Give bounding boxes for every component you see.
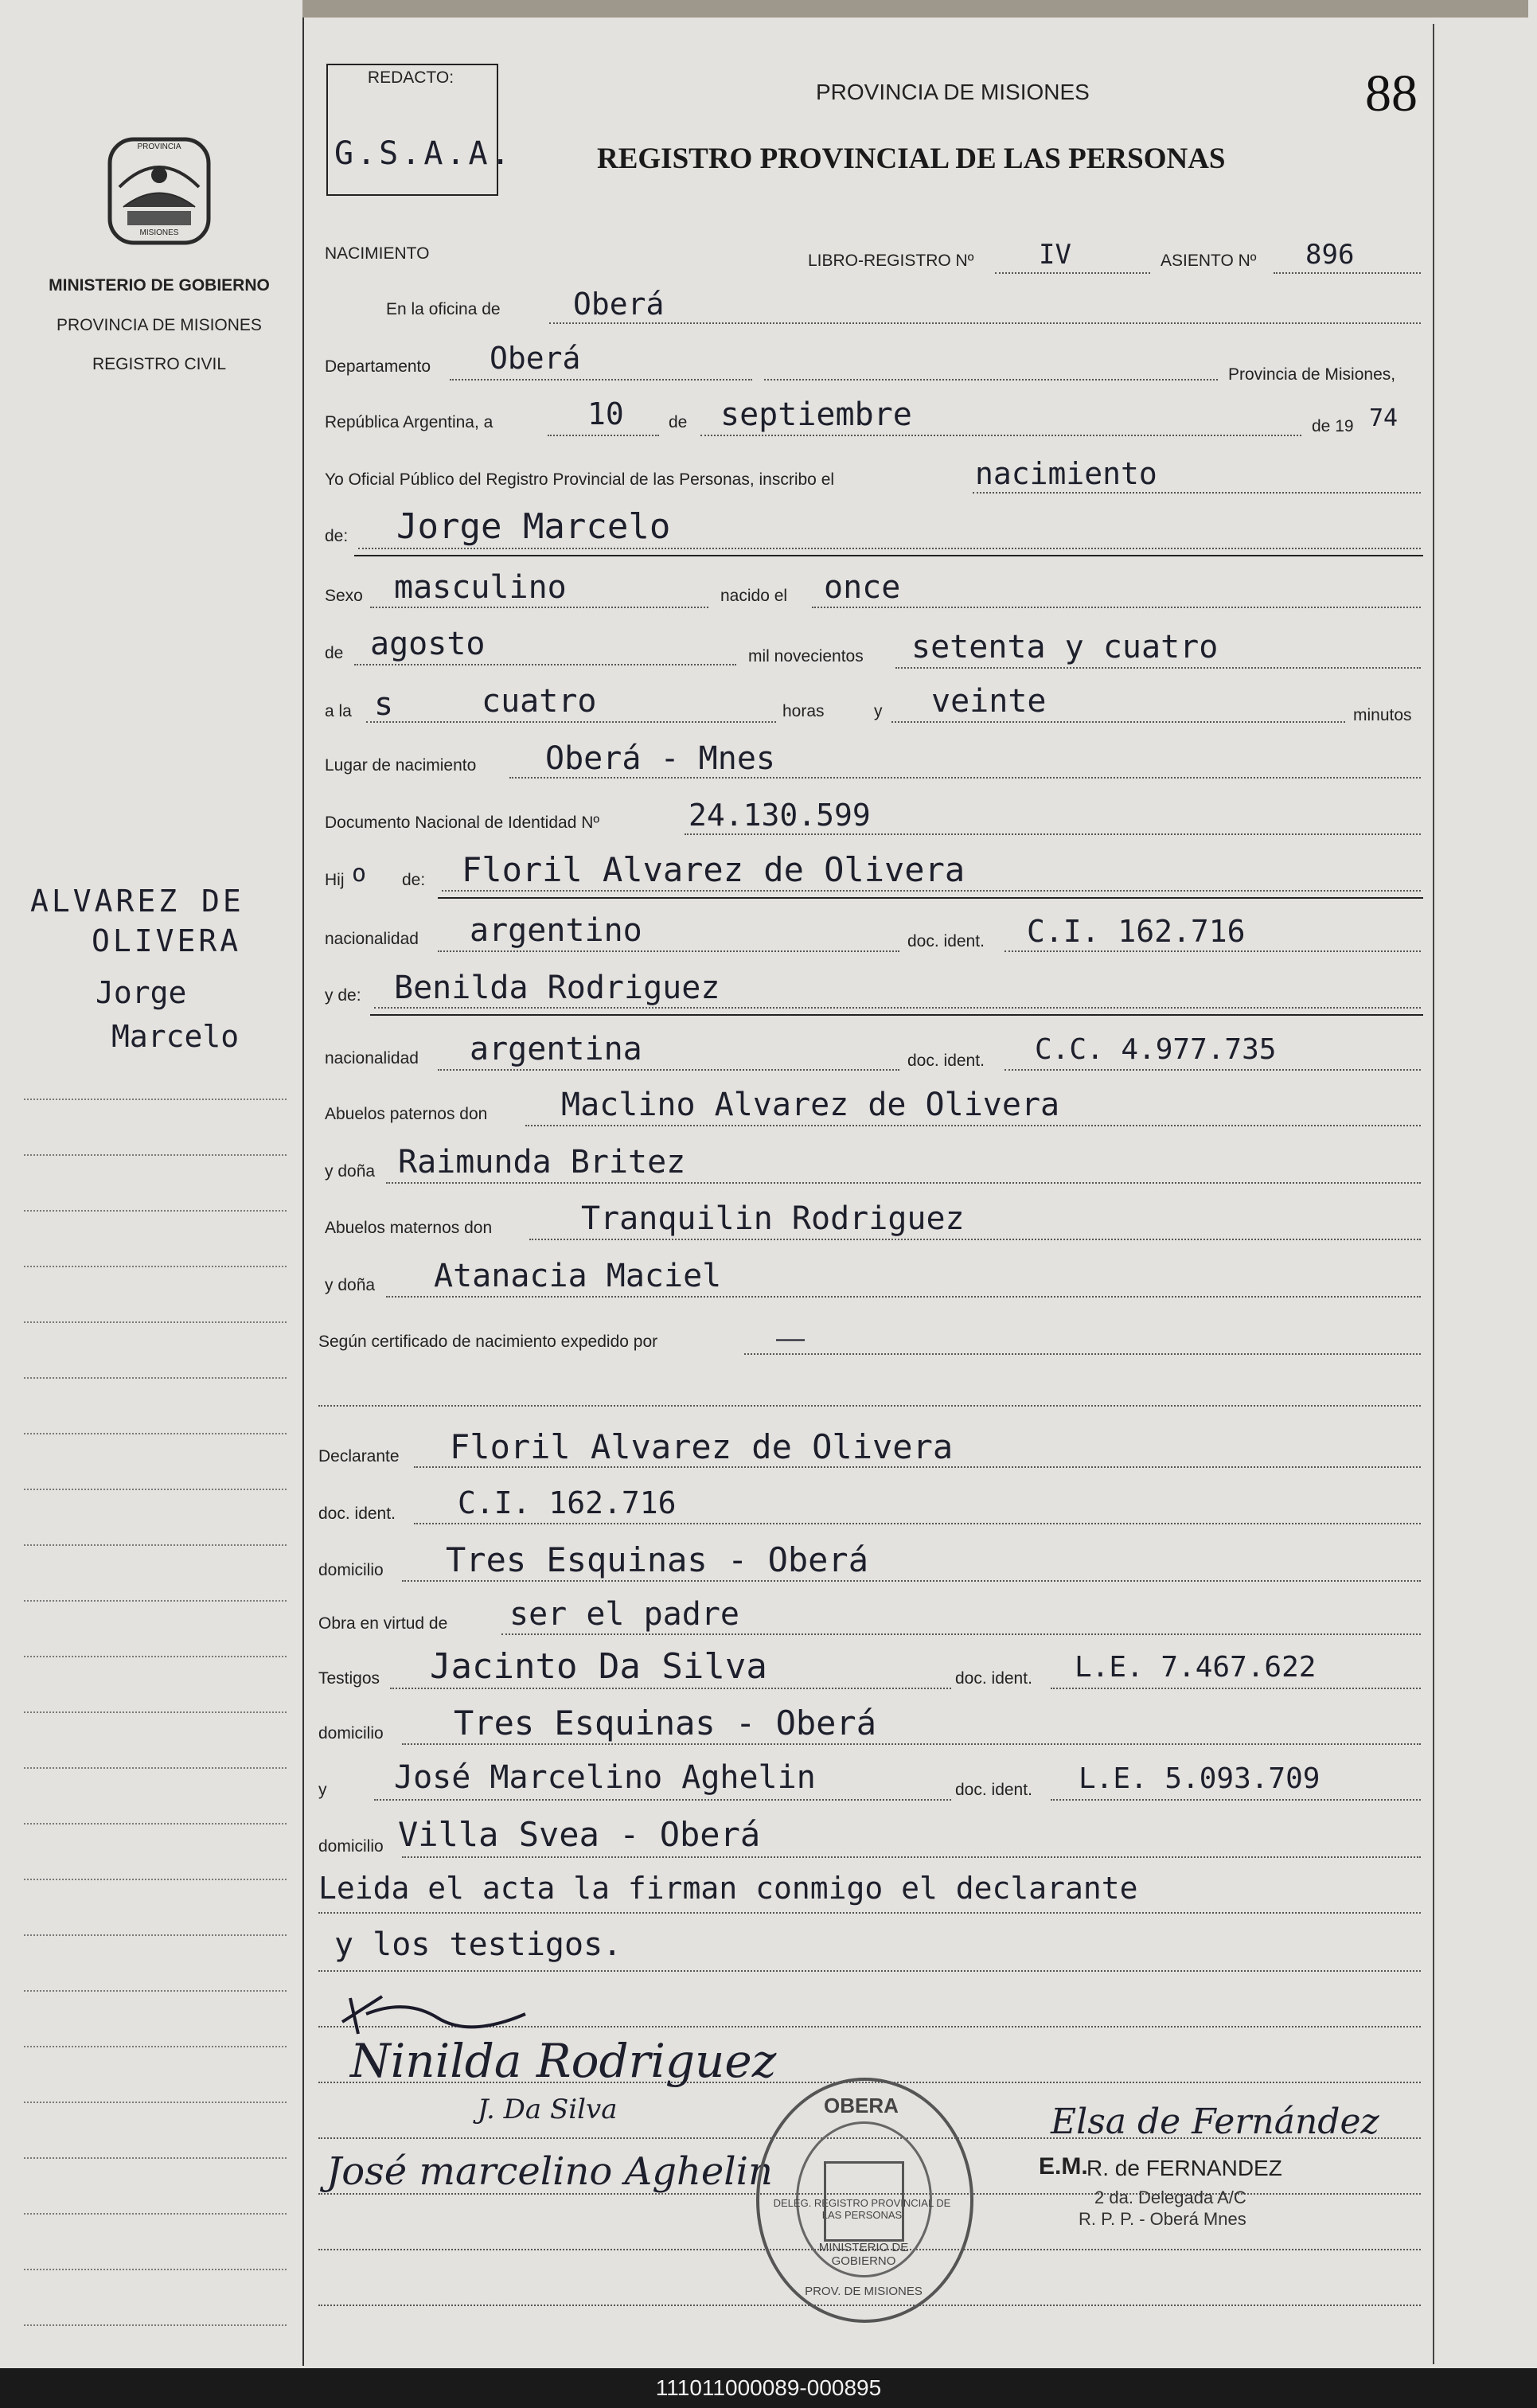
testigos-label: Testigos [318, 1669, 380, 1688]
month-dots [700, 435, 1301, 436]
margin-note-line2: OLIVERA [92, 923, 242, 958]
abuelos-m-label: Abuelos maternos don [325, 1219, 493, 1237]
de3-label: de [325, 644, 344, 662]
margin-ruled-line [24, 1767, 287, 1769]
doc4-label: doc. ident. [955, 1669, 1032, 1688]
seal-top-text: PROVINCIA [137, 142, 181, 151]
domicilio3-label: domicilio [318, 1837, 384, 1856]
doc5-label: doc. ident. [955, 1781, 1032, 1799]
doc1-dots [1005, 950, 1421, 952]
name-value: Jorge Marcelo [396, 506, 671, 547]
abuela-m-dots [386, 1296, 1421, 1298]
declarante-value: Floril Alvarez de Olivera [450, 1427, 954, 1466]
nac2-value: argentina [470, 1031, 642, 1067]
stamp-top: OBERA [824, 2094, 899, 2117]
segun-label: Según certificado de nacimiento expedido por [318, 1333, 658, 1351]
ministry-label: MINISTERIO DE GOBIERNO [49, 276, 270, 295]
testigo2-value: José Marcelino Aghelin [394, 1759, 816, 1796]
minutos-label: minutos [1353, 706, 1412, 724]
province-heading: PROVINCIA DE MISIONES [816, 80, 1090, 104]
segun-dots [744, 1353, 1421, 1355]
nacimiento-label: NACIMIENTO [325, 244, 430, 263]
oficial-text: Yo Oficial Público del Registro Provincial de las Personas, inscribo el [325, 470, 835, 489]
domicilio3-value: Villa Svea - Oberá [398, 1815, 761, 1854]
abuelos-p-value: Maclino Alvarez de Olivera [561, 1087, 1060, 1123]
abuela-p-dots [386, 1182, 1421, 1184]
mil-dots [895, 667, 1421, 669]
birth-month-value: agosto [370, 626, 486, 662]
testigo2-dots [374, 1799, 951, 1801]
doc1-label: doc. ident. [907, 932, 985, 950]
day-dots [548, 435, 659, 436]
redacto-label: REDACTO: [367, 68, 454, 87]
oficial-dots [973, 492, 1421, 494]
margin-ruled-line [24, 1600, 287, 1602]
domicilio1-label: domicilio [318, 1561, 384, 1579]
binding-strip [302, 0, 1528, 18]
year-value: 74 [1369, 404, 1399, 432]
doc4-value: L.E. 7.467.622 [1075, 1651, 1317, 1684]
departamento-value: Oberá [490, 341, 581, 376]
nac2-dots [438, 1069, 899, 1071]
month-value: septiembre [720, 396, 912, 433]
y2-label: y [318, 1781, 327, 1799]
doc4-dots [1051, 1688, 1421, 1689]
hours-dots [366, 721, 776, 723]
doc3-label: doc. ident. [318, 1505, 396, 1523]
obra-dots [501, 1633, 1421, 1635]
segun-value: —— [776, 1325, 806, 1353]
mother-rule [370, 1014, 1423, 1016]
redacto-value: G.S.A.A. [334, 135, 513, 172]
seal-bottom-text: MISIONES [139, 228, 179, 237]
mother-value: Benilda Rodriguez [394, 970, 720, 1006]
lugar-value: Oberá - Mnes [545, 740, 775, 777]
sig-witness1: J. Da Silva [478, 2094, 618, 2125]
libro-label: LIBRO-REGISTRO Nº [808, 252, 974, 270]
horas-label: horas [782, 702, 825, 720]
signature-ruled-line [318, 1970, 1421, 1972]
declarante-dots [414, 1466, 1421, 1468]
mil-value: setenta y cuatro [911, 629, 1219, 665]
abuelos-m-dots [529, 1239, 1421, 1240]
stamp-emblem-icon [824, 2161, 904, 2242]
nac1-dots [438, 950, 899, 952]
domicilio2-value: Tres Esquinas - Oberá [454, 1704, 877, 1743]
official-initials: E.M. [1039, 2153, 1088, 2180]
nac1-value: argentino [470, 912, 642, 949]
ydona2-label: y doña [325, 1276, 376, 1294]
year-label: de 19 [1312, 417, 1354, 435]
oficina-value: Oberá [573, 287, 665, 322]
official-office: R. P. P. - Oberá Mnes [1079, 2209, 1246, 2229]
sidebar-province: PROVINCIA DE MISIONES [57, 316, 262, 334]
birth-month-dots [354, 664, 736, 665]
margin-ruled-line [24, 2157, 287, 2159]
oficial-value: nacimiento [975, 456, 1157, 491]
dni-dots [685, 833, 1421, 835]
asiento-dots [1274, 272, 1421, 274]
margin-ruled-line [24, 1656, 287, 1657]
stamp-ministry: MINISTERIO DE GOBIERNO [818, 2241, 909, 2268]
father-value: Floril Alvarez de Olivera [462, 850, 966, 889]
abuelos-p-label: Abuelos paternos don [325, 1105, 488, 1123]
left-margin-line [302, 18, 304, 2366]
margin-ruled-line [24, 1879, 287, 1880]
domicilio1-dots [402, 1580, 1421, 1582]
sig-mother: Ninilda Rodriguez [350, 2034, 777, 2088]
margin-ruled-line [24, 1433, 287, 1434]
nacido-dots [812, 607, 1421, 608]
abuela-p-value: Raimunda Britez [398, 1144, 686, 1181]
margin-ruled-line [24, 1266, 287, 1267]
lugar-label: Lugar de nacimiento [325, 756, 477, 775]
margin-ruled-line [24, 1544, 287, 1546]
ala-value: s [374, 686, 394, 723]
obra-label: Obra en virtud de [318, 1614, 448, 1633]
abuela-m-value: Atanacia Maciel [434, 1258, 722, 1294]
margin-ruled-line [24, 1934, 287, 1936]
right-margin-line [1433, 24, 1434, 2364]
oficina-dots [549, 322, 1421, 324]
domicilio2-label: domicilio [318, 1724, 384, 1743]
mil-label: mil novecientos [748, 647, 864, 665]
official-role: 2 da. Delegada A/C [1094, 2187, 1246, 2207]
closing-dots-1 [318, 1912, 1421, 1914]
closing-line1: Leida el acta la firman conmigo el declarante [318, 1871, 1138, 1906]
oficina-label: En la oficina de [386, 300, 501, 318]
hijo-de-label: de: [402, 871, 426, 889]
doc3-value: C.I. 162.716 [458, 1485, 677, 1520]
hijo-label: Hij [325, 871, 345, 889]
de2-label: de: [325, 527, 349, 545]
obra-value: ser el padre [509, 1596, 739, 1633]
doc5-value: L.E. 5.093.709 [1079, 1762, 1320, 1795]
margin-ruled-line [24, 1210, 287, 1212]
province-seal [103, 131, 215, 251]
dni-label: Documento Nacional de Identidad Nº [325, 814, 600, 832]
dni-value: 24.130.599 [689, 798, 871, 833]
departamento-dots-2 [764, 379, 1218, 381]
mother-dots [374, 1007, 1421, 1009]
nacido-value: once [824, 569, 901, 606]
provincia-suffix: Provincia de Misiones, [1228, 365, 1396, 384]
doc5-dots [1051, 1799, 1421, 1801]
doc1-value: C.I. 162.716 [1027, 914, 1246, 949]
doc3-dots [414, 1523, 1421, 1524]
domicilio1-value: Tres Esquinas - Oberá [446, 1540, 869, 1579]
sig-witness2: José marcelino Aghelin [326, 2149, 773, 2194]
ala-label: a la [325, 702, 352, 720]
closing-line2: y los testigos. [334, 1926, 622, 1963]
stamp-bottom: PROV. DE MISIONES [805, 2285, 923, 2298]
departamento-dots [450, 379, 752, 381]
margin-ruled-line [24, 1489, 287, 1490]
margin-ruled-line [24, 1154, 287, 1156]
registry-title: REGISTRO PROVINCIAL DE LAS PERSONAS [597, 142, 1226, 175]
margin-note-line3: Jorge [96, 975, 187, 1010]
segun-dots-2 [318, 1405, 1421, 1407]
testigo1-dots [390, 1688, 951, 1689]
margin-note-line1: ALVAREZ DE [30, 884, 244, 919]
asiento-label: ASIENTO Nº [1161, 252, 1257, 270]
barcode-label: 111011000089-000895 [0, 2368, 1537, 2408]
margin-ruled-line [24, 1823, 287, 1825]
domicilio2-dots [402, 1743, 1421, 1745]
nacido-label: nacido el [720, 587, 788, 605]
sidebar-registry: REGISTRO CIVIL [92, 355, 227, 373]
margin-ruled-line [24, 2213, 287, 2215]
margin-ruled-line [24, 1099, 287, 1100]
stamp-ring: DELEG. REGISTRO PROVINCIAL DE LAS PERSONAS [773, 2197, 951, 2221]
hours-value: cuatro [482, 683, 597, 720]
hijo-suffix: o [352, 860, 367, 888]
page-number: 88 [1365, 64, 1418, 123]
minutes-value: veinte [931, 683, 1047, 720]
declarant-signature-scribble [334, 1990, 549, 2022]
official-name: R. de FERNANDEZ [1086, 2156, 1282, 2180]
margin-ruled-line [24, 2269, 287, 2270]
margin-ruled-line [24, 2324, 287, 2326]
nac2-label: nacionalidad [325, 1049, 419, 1067]
abuelos-m-value: Tranquilin Rodriguez [581, 1200, 965, 1237]
sexo-value: masculino [394, 569, 567, 606]
departamento-label: Departamento [325, 357, 431, 376]
margin-ruled-line [24, 1377, 287, 1379]
name-dots [358, 548, 1421, 549]
abuelos-p-dots [525, 1125, 1421, 1126]
official-signature: Elsa de Fernández [1051, 2102, 1379, 2142]
declarante-label: Declarante [318, 1447, 400, 1465]
margin-note-line4: Marcelo [111, 1019, 240, 1054]
asiento-value: 896 [1305, 239, 1355, 271]
sexo-dots [370, 607, 708, 608]
nac1-label: nacionalidad [325, 930, 419, 948]
y-label: y [874, 702, 883, 720]
ydona1-label: y doña [325, 1162, 376, 1181]
sexo-label: Sexo [325, 587, 363, 605]
margin-ruled-line [24, 1321, 287, 1323]
margin-ruled-line [24, 2102, 287, 2103]
doc2-label: doc. ident. [907, 1052, 985, 1070]
domicilio3-dots [402, 1856, 1421, 1858]
doc2-dots [1005, 1069, 1421, 1071]
libro-value: IV [1039, 239, 1071, 271]
father-rule [438, 897, 1423, 899]
father-dots [442, 890, 1421, 892]
doc2-value: C.C. 4.977.735 [1035, 1033, 1277, 1066]
margin-ruled-line [24, 1711, 287, 1713]
testigo1-value: Jacinto Da Silva [430, 1646, 767, 1687]
libro-dots [995, 272, 1150, 274]
minutes-dots [891, 721, 1345, 723]
republica-label: República Argentina, a [325, 413, 493, 431]
margin-ruled-line [24, 1990, 287, 1992]
lugar-dots [509, 777, 1421, 779]
name-rule [354, 555, 1423, 556]
day-value: 10 [587, 396, 624, 431]
margin-ruled-line [24, 2046, 287, 2047]
de-label: de [669, 413, 688, 431]
yde-label: y de: [325, 986, 361, 1005]
